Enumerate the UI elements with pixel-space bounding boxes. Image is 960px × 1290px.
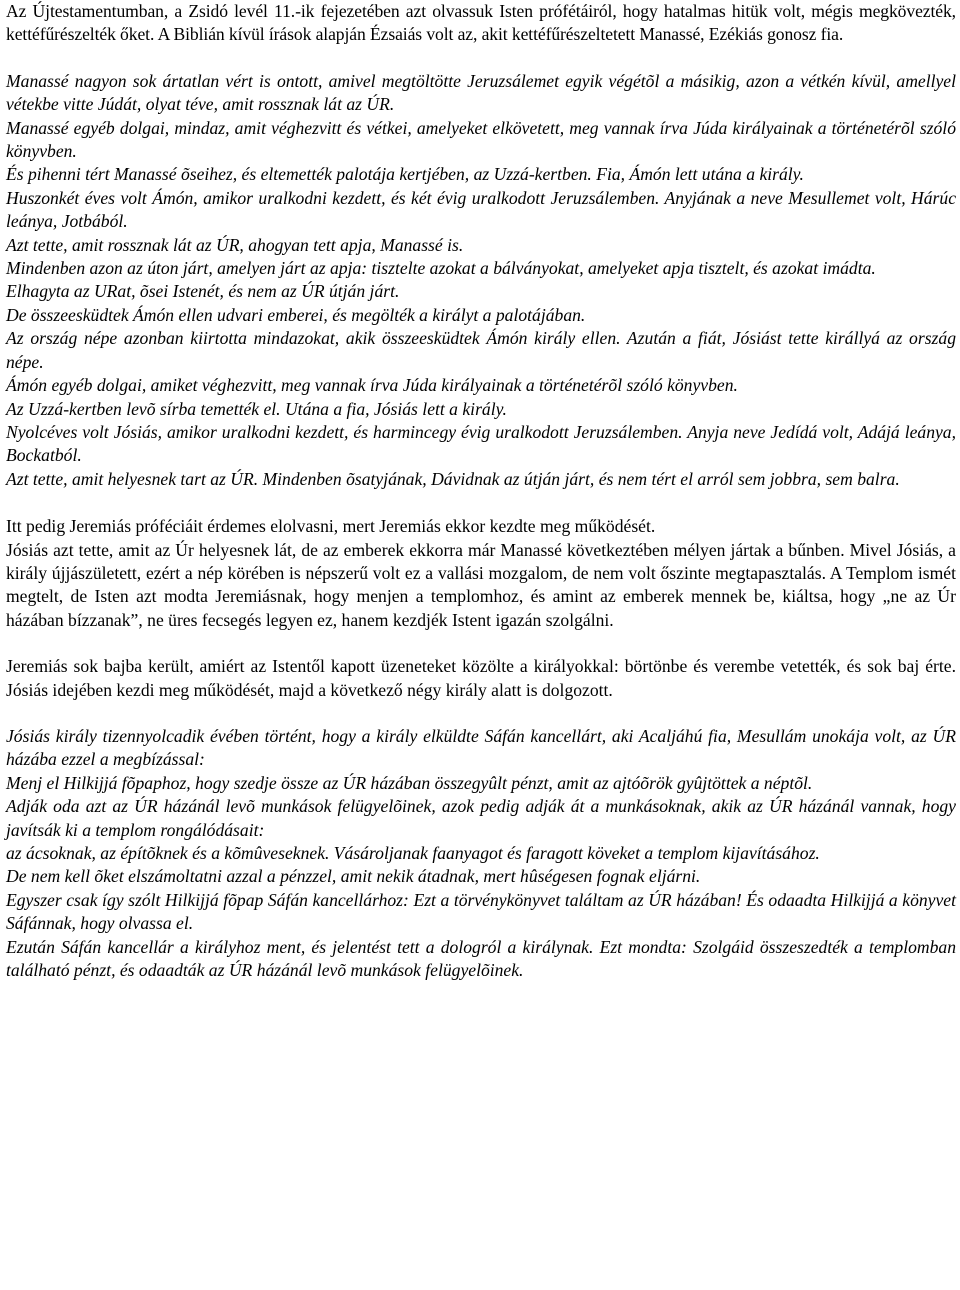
quote-line: Nyolcéves volt Jósiás, amikor uralkodni kezdett, és harmincegy évig uralkodott Jeruzsálemben. Anyja neve Jedídá volt, Adájá leánya, Bockatból. bbox=[6, 421, 956, 466]
jeremiah-commentary bbox=[6, 515, 956, 632]
quote-line: az ácsoknak, az építõknek és a kõmûveseknek. Vásároljanak faanyagot és faragott köveket a templom kijavításához. bbox=[6, 843, 820, 863]
scripture-quote-manasse bbox=[6, 70, 956, 491]
quote-line: Mindenben azon az úton járt, amelyen járt az apja: tisztelte azokat a bálványokat, amelyeket apja tisztelt, és azokat imádta. bbox=[6, 258, 876, 279]
quote-line: Azt tette, amit helyesnek tart az ÚR. Mindenben õsatyjának, Dávidnak az útján járt, és nem tért el arról sem jobbra, sem balra. bbox=[6, 468, 900, 489]
quote-line: De összeesküdtek Ámón ellen udvari emberei, és megölték a királyt a palotájában. bbox=[6, 304, 586, 325]
quote-line: Jósiás király tizennyolcadik évében történt, hogy a király elküldte Sáfán kancellárt, aki Acaljáhú fia, Mesullám unokája volt, az ÚR házába ezzel a megbízással: bbox=[6, 725, 956, 770]
quote-line: Az ország népe azonban kiirtotta mindazokat, akik összeesküdtek Ámón király ellen. Azután a fiát, Jósiást tette királlyá az ország népe. bbox=[6, 328, 956, 372]
quote-line: Egyszer csak így szólt Hilkijjá fõpap Sáfán kancellárhoz: Ezt a törvénykönyvet találtam az ÚR házában! És odaadta Hilkijjá a könyvet Sáfánnak, hogy olvassa el. bbox=[6, 889, 956, 934]
quote-line: Adják oda azt az ÚR házánál levõ munkások felügyelõinek, azok pedig adják át a munkásoknak, akik az ÚR házánál vannak, hogy javítsák ki a templom rongálódásait: bbox=[6, 796, 956, 840]
document-page bbox=[6, 0, 956, 982]
body-paragraph: Jósiás azt tette, amit az Úr helyesnek lát, de az emberek ekkorra már Manassé következtében mélyen jártak a bűnben. Mivel Jósiás, a király újjászületett, ezért a nép körében is népszerű volt ez a vallási mozgalom, de nem volt őszinte megtapasztalás. A Templom ismét megtelt, de Isten azt modta Jeremiásnak, hogy menjen a templomhoz, és amint az emberek mennek be, kiáltsa, hogy „ne az Úr házában bízzanak”, ne üres fecsegés legyen ez, hanem kezdjék Istent igazán szolgálni. bbox=[6, 539, 956, 630]
quote-line: Ezután Sáfán kancellár a királyhoz ment, és jelentést tett a dologról a királynak. Ezt mondta: Szolgáid összeszedték a templomban található pénzt, és odaadták az ÚR házánál levõ munkások felügyelõinek. bbox=[6, 936, 956, 981]
quote-line: Manassé egyéb dolgai, mindaz, amit véghezvitt és vétkei, amelyeket elkövetett, meg vannak írva Júda királyainak a történetérõl szóló könyvben. bbox=[6, 117, 956, 162]
scripture-quote-josiah bbox=[6, 725, 956, 982]
quote-line: Elhagyta az URat, õsei Istenét, és nem az ÚR útján járt. bbox=[6, 281, 400, 302]
quote-line: Huszonkét éves volt Ámón, amikor uralkodni kezdett, és két évig uralkodott Jeruzsálemben. Anyjának a neve Mesullemet volt, Hárúc leánya, Jotbából. bbox=[6, 187, 956, 232]
quote-line: Ámón egyéb dolgai, amiket véghezvitt, meg vannak írva Júda királyainak a történetérõl szóló könyvben. bbox=[6, 375, 738, 396]
quote-line: Az Uzzá-kertben levõ sírba temették el. Utána a fia, Jósiás lett a király. bbox=[6, 398, 507, 419]
quote-line: De nem kell õket elszámoltatni azzal a pénzzel, amit nekik átadnak, mert hûségesen fognak eljárni. bbox=[6, 866, 701, 887]
intro-paragraph: Az Újtestamentumban, a Zsidó levél 11.-ik fejezetében azt olvassuk Isten prófétáiról, hogy hatalmas hitük volt, mégis megkövezték, kettéfűrészelték őket. A Biblián kívül írások alapján Ézsaiás volt az, akit kettéfűrészeltetett Manassé, Ezékiás gonosz fia. bbox=[6, 1, 956, 45]
quote-line: És pihenni tért Manassé õseihez, és eltemették palotája kertjében, az Uzzá-kertben. Fia, Ámón lett utána a király. bbox=[6, 164, 804, 185]
body-paragraph: Itt pedig Jeremiás próféciáit érdemes elolvasni, mert Jeremiás ekkor kezdte meg működését. bbox=[6, 516, 656, 537]
quote-line: Manassé nagyon sok ártatlan vért is ontott, amivel megtöltötte Jeruzsálemet egyik végétõl a másikig, azon a vétkén kívül, amellyel vétekbe vitte Júdát, olyat téve, amit rossznak lát az ÚR. bbox=[6, 70, 956, 115]
jeremiah-trouble-paragraph: Jeremiás sok bajba került, amiért az Istentől kapott üzeneteket közölte a királyokkal: börtönbe és verembe vetették, és sok baj érte. Jósiás idejében kezdi meg működését, majd a következő négy király alatt is dolgozott. bbox=[6, 656, 956, 700]
quote-line: Menj el Hilkijjá fõpaphoz, hogy szedje össze az ÚR házában összegyûlt pénzt, amit az ajtóõrök gyûjtöttek a néptõl. bbox=[6, 772, 813, 793]
quote-line: Azt tette, amit rossznak lát az ÚR, ahogyan tett apja, Manassé is. bbox=[6, 234, 464, 255]
